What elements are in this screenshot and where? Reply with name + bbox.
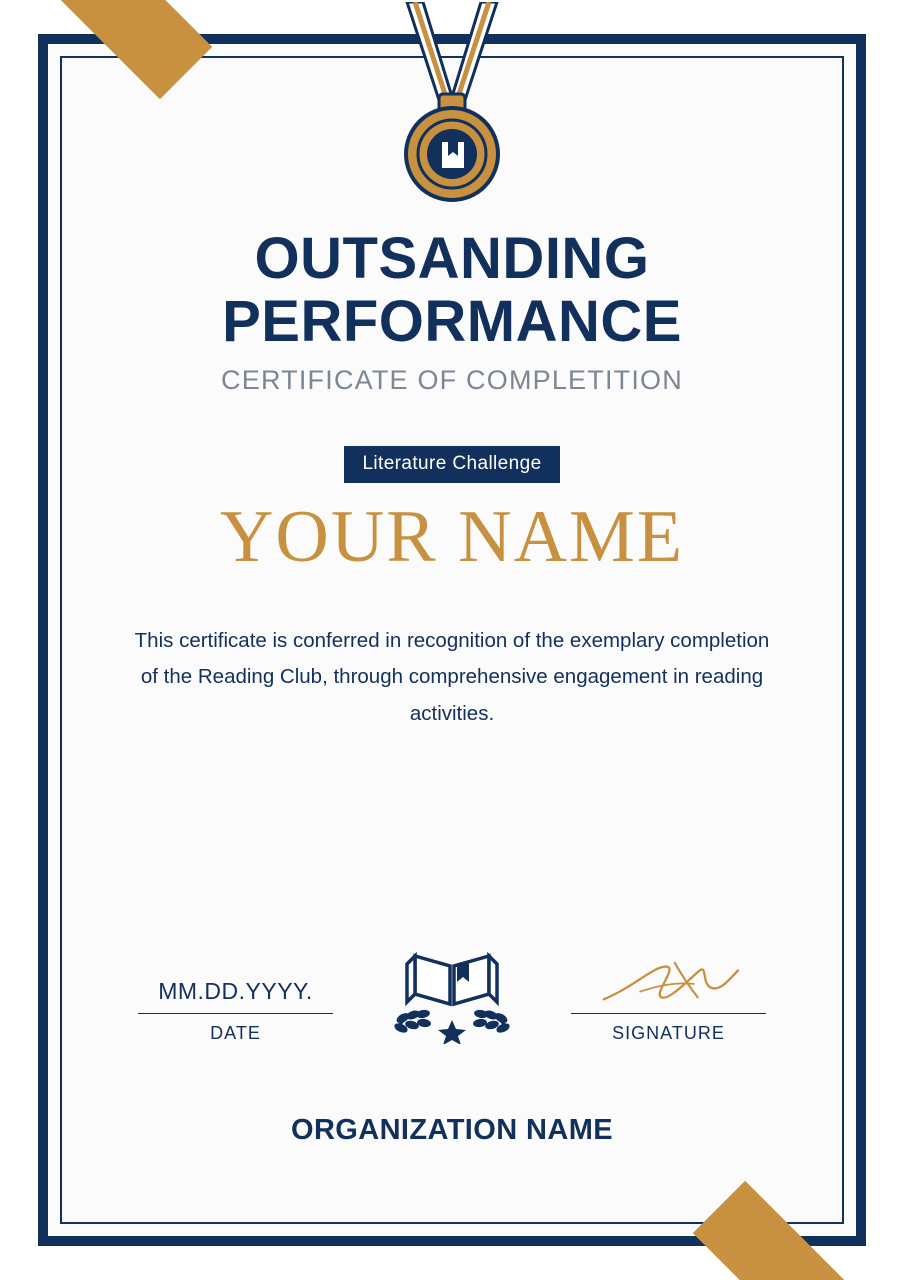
title-line-1: OUTSANDING [254, 226, 650, 291]
date-value: MM.DD.YYYY. [158, 978, 313, 1004]
date-label: DATE [210, 1023, 261, 1043]
certificate-body-text: This certificate is conferred in recognition of the exemplary completion of the Reading Club, through comprehensive engagement in reading activities. [134, 628, 770, 725]
certificate-subtitle: CERTIFICATE OF COMPLETITION [221, 365, 683, 396]
signature-label: SIGNATURE [612, 1023, 725, 1043]
organization-name: ORGANIZATION NAME [290, 1114, 614, 1146]
signature-row [138, 926, 766, 1044]
signature-block [571, 965, 766, 1044]
recipient-name: YOUR NAME [219, 496, 685, 579]
date-rule [138, 1013, 333, 1014]
open-book-wreath-icon [357, 926, 547, 1044]
title-line-2: PERFORMANCE [222, 288, 682, 354]
date-block [138, 965, 333, 1044]
page-title [222, 228, 682, 353]
certificate-content [60, 56, 844, 1224]
medal-icon [387, 2, 517, 202]
signature-rule [571, 1013, 766, 1014]
challenge-badge: Literature Challenge [344, 446, 559, 483]
signature-scribble-icon [571, 965, 766, 1005]
